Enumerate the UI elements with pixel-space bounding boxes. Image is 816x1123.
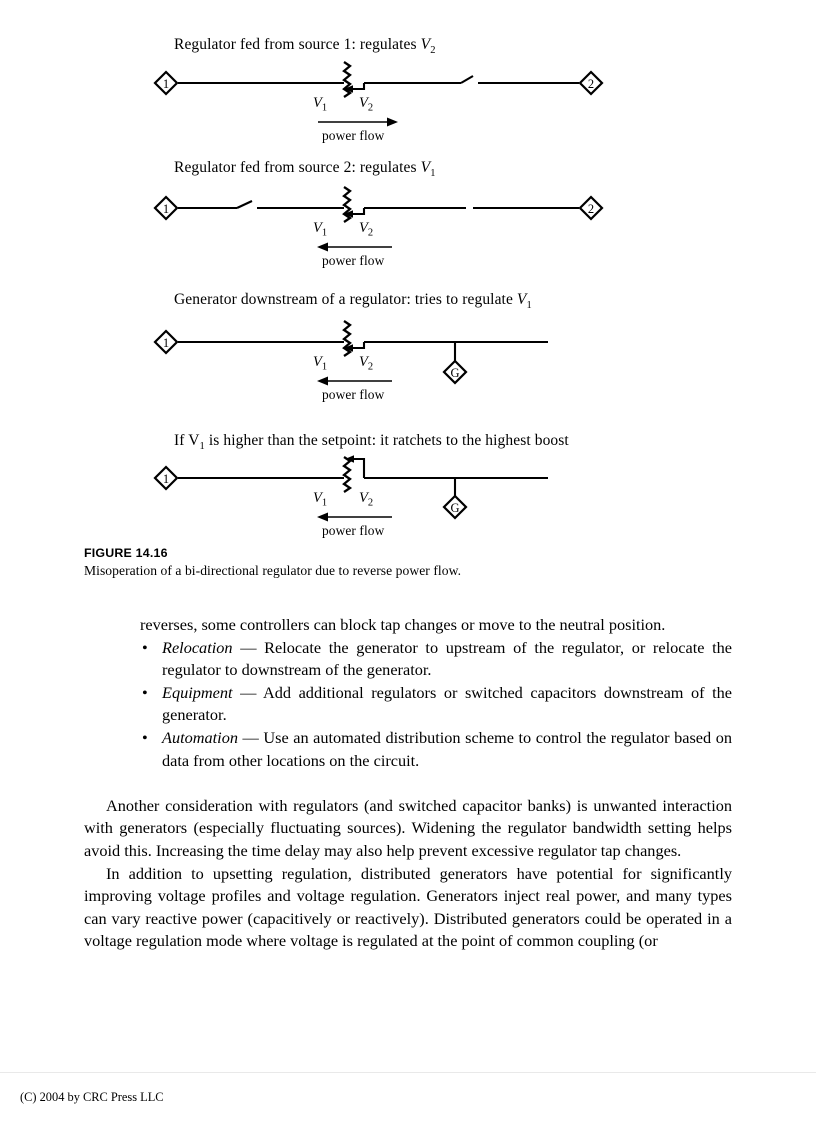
list-item-term: Relocation — [162, 637, 233, 657]
diagram-row-4 — [0, 400, 816, 538]
diagram-2-title-var: V — [420, 159, 431, 176]
switch-open-icon — [461, 76, 473, 83]
label-v1: $V_1$ — [313, 354, 328, 373]
list-item-term: Equipment — [162, 682, 233, 702]
power-flow-arrow-icon — [317, 377, 328, 386]
node-left-label: 1 — [162, 472, 170, 486]
diagram-3-title-sub: 1 — [526, 300, 532, 312]
bullet-icon: • — [142, 637, 148, 657]
list-item — [140, 637, 732, 682]
footer-divider — [0, 1072, 816, 1073]
label-v2: $V_2$ — [359, 220, 374, 239]
paragraph-3: In addition to upsetting regulation, distributed generators have potential for significantly improving voltage profiles and voltage regulation. Generators inject real power, and many types can vary reactive power (capacitively or reactively). Distributed generators could be operated in a voltage regulation mode where voltage is regulated at the point of common coupling (or — [84, 863, 732, 951]
power-flow-arrow-icon — [317, 243, 328, 252]
paragraph-spacer — [84, 772, 732, 795]
diagram-1-title-var: V — [420, 36, 431, 53]
diagram-1-title-sub: 2 — [430, 45, 436, 57]
diagram-1-title-text: Regulator fed from source 1: regulates — [174, 36, 421, 53]
diagram-3-title-text: Generator downstream of a regulator: tries to regulate — [174, 291, 517, 308]
paragraph-continued: reverses, some controllers can block tap changes or move to the neutral position. — [140, 615, 666, 634]
footer-copyright: (C) 2004 by CRC Press LLC — [20, 1090, 164, 1104]
diagram-2-svg — [0, 130, 816, 260]
diagram-4-title-sub: 1 — [199, 441, 205, 453]
label-v2: $V_2$ — [359, 95, 374, 114]
list-item-dash: — — [232, 682, 263, 702]
bullet-icon: • — [142, 727, 148, 747]
label-v1: $V_1$ — [313, 490, 328, 509]
figure-caption: Misoperation of a bi-directional regulator due to reverse power flow. — [84, 563, 462, 578]
label-v2: $V_2$ — [359, 490, 374, 509]
diagram-row-1 — [0, 0, 816, 143]
node-right-label: 2 — [587, 77, 595, 91]
diagram-2-title-text: Regulator fed from source 2: regulates — [174, 159, 421, 176]
switch-open-icon — [237, 201, 252, 208]
list-item-text: Use an automated distribution scheme to control the regulator based on data from other locations on the circuit. — [162, 727, 733, 770]
figure-14-16 — [0, 0, 816, 538]
list-item-term: Automation — [162, 727, 238, 747]
diagram-1-svg — [0, 0, 816, 130]
node-left-label: 1 — [162, 202, 170, 216]
node-right-label: 2 — [587, 202, 595, 216]
regulator-winding-icon — [344, 457, 350, 492]
figure-label: FIGURE 14.16 — [84, 546, 168, 560]
diagram-2-title-sub: 1 — [430, 168, 436, 180]
regulator-winding-icon — [344, 62, 350, 97]
list-item-dash: — — [237, 727, 264, 747]
regulator-winding-icon — [344, 321, 350, 356]
regulator-winding-icon — [344, 187, 350, 222]
diagram-4-title-text: If V — [174, 432, 200, 449]
diagram-4-flow-label: power flow — [322, 523, 385, 538]
body-text — [84, 614, 732, 953]
diagram-3-flow-label: power flow — [322, 387, 385, 402]
paragraph-2: Another consideration with regulators (and switched capacitor banks) is unwanted interaction with generators (especially fluctuating sources). Widening the regulator bandwidth setting helps avoid this. Increasing the time delay may also help prevent excessive regulator tap changes. — [84, 795, 732, 860]
list-item — [140, 727, 732, 772]
list-item-text: Relocate the generator to upstream of the regulator, or relocate the regulator to downstream of the generator. — [162, 637, 733, 680]
label-v1: $V_1$ — [313, 95, 328, 114]
diagram-row-2 — [0, 130, 816, 268]
list-item — [140, 682, 732, 727]
diagram-row-3 — [0, 260, 816, 400]
generator-label: G — [450, 366, 460, 380]
node-left-label: 1 — [162, 77, 170, 91]
list-item-text: Add additional regulators or switched capacitors downstream of the generator. — [162, 682, 732, 725]
diagram-1-flow-label: power flow — [322, 128, 385, 143]
generator-label: G — [450, 501, 460, 515]
power-flow-arrow-icon — [317, 513, 328, 522]
list-item-dash: — — [232, 637, 265, 657]
bullet-list — [140, 637, 732, 773]
diagram-4-svg — [0, 400, 816, 535]
diagram-4-title-rest: is higher than the setpoint: it ratchets to the highest boost — [204, 432, 569, 449]
diagram-3-title-var: V — [516, 291, 527, 308]
bullet-icon: • — [142, 682, 148, 702]
power-flow-arrow-icon — [387, 118, 398, 127]
diagram-2-flow-label: power flow — [322, 253, 385, 268]
node-left-label: 1 — [162, 336, 170, 350]
label-v2: $V_2$ — [359, 354, 374, 373]
label-v1: $V_1$ — [313, 220, 328, 239]
diagram-3-svg — [0, 260, 816, 400]
